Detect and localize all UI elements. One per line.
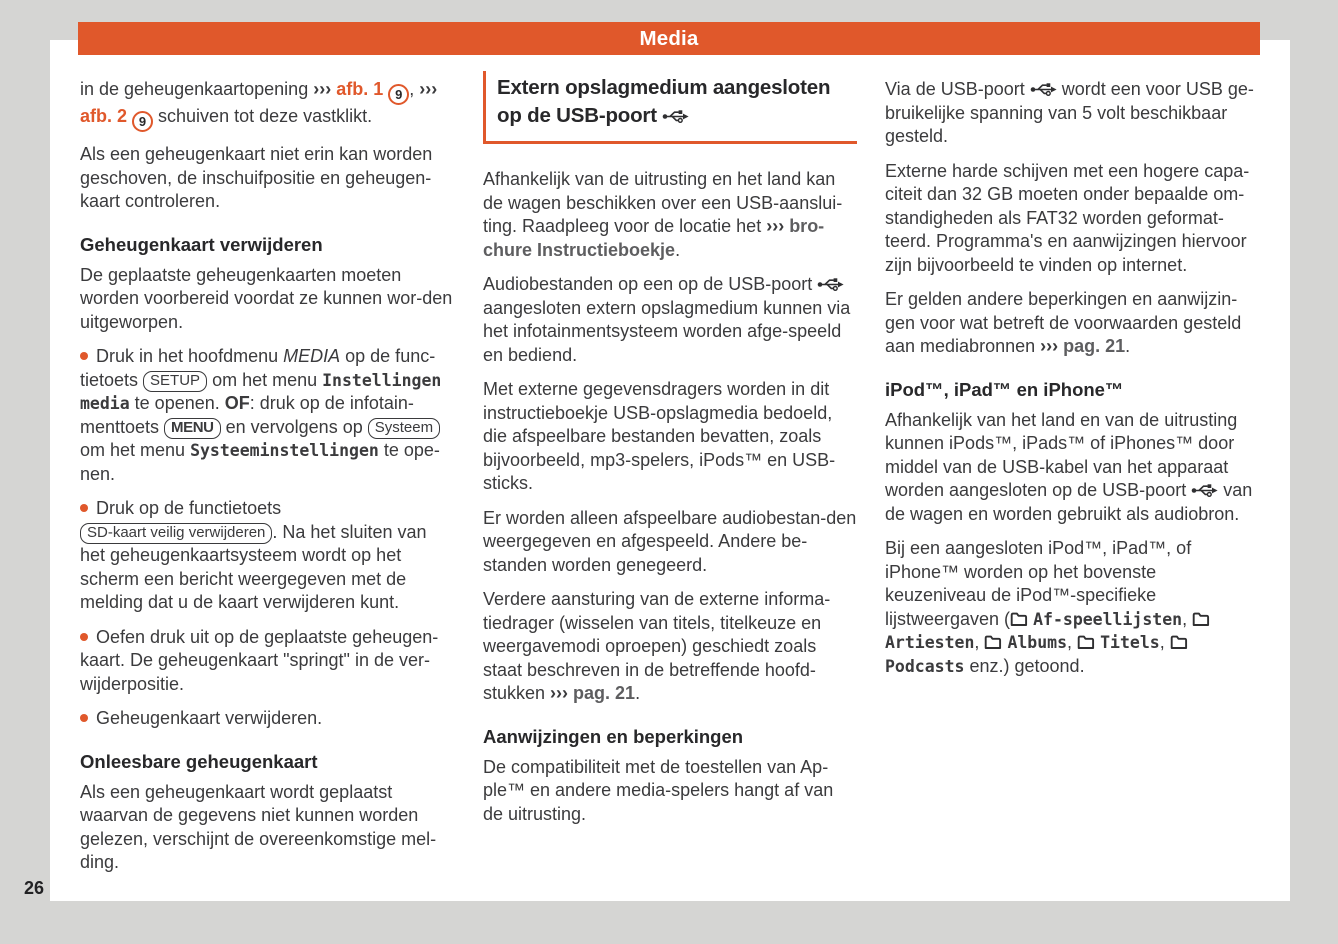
bullet-item	[80, 497, 454, 615]
text-run: . Na het sluiten van het geheugenkaartsysteem wordt op het scherm een bericht weergegeven met de melding dat u de kaart verwijderen kunt.	[80, 521, 427, 612]
paragraph	[483, 168, 857, 262]
text-run: van de wagen en worden gebruikt als audiobron.	[885, 480, 1253, 524]
text-run: Afhankelijk van het land en van de uitrusting kunnen iPods™, iPads™ of iPhones™ door middel van de USB-kabel van het apparaat worden aangesloten op de USB-poort	[885, 409, 1238, 500]
folder-icon	[1010, 612, 1028, 627]
text-run: schuiven tot deze vastklikt.	[153, 106, 373, 126]
text-run: Audiobestanden op een op de USB-poort	[483, 274, 818, 294]
text-run: Met externe gegevensdragers worden in dit instructieboekje USB-opslagmedia bedoeld, die afspeelbare bestanden bevatten, zoals bijvoorbeeld, mp3-spelers, iPods™ en USB-sticks.	[483, 379, 836, 493]
paragraph	[885, 288, 1259, 359]
figure-reference: afb. 1	[336, 79, 384, 99]
text-run: Instellingen media	[80, 370, 442, 413]
text-run: Er worden alleen afspeelbare audiobestan-den weergegeven en afgespeeld. Andere be-standen worden genegeerd.	[483, 507, 857, 575]
text-run: in de geheugenkaartopening	[80, 79, 314, 99]
text-run: ,	[1182, 608, 1193, 629]
text-run: te openen.	[129, 393, 225, 413]
paragraph	[80, 78, 454, 132]
usb-icon	[817, 277, 844, 292]
column-middle	[483, 71, 857, 837]
text-run: te ope-nen.	[80, 440, 440, 484]
subheading: Aanwijzingen en beperkingen	[483, 725, 744, 747]
text-run: enz.) getoond.	[964, 655, 1085, 676]
paragraph	[80, 264, 454, 335]
chapter-title: Media	[639, 26, 699, 50]
section-heading	[483, 71, 857, 144]
text-run: Er gelden andere beperkingen en aanwijzin-gen voor wat betreft de voorwaarden gesteld aan mediabronnen	[885, 289, 1242, 356]
subheading: iPod™, iPad™ en iPhone™	[885, 378, 1124, 400]
text-run: Druk in het hoofdmenu	[96, 346, 284, 366]
text-run: : druk op de infotain-menttoets	[80, 393, 414, 437]
paragraph	[483, 507, 857, 578]
text-run: op de func-tietoets	[80, 346, 436, 390]
folder-icon	[1170, 635, 1188, 650]
text-run: Verdere aansturing van de externe informa-tiedrager (wisselen van titels, titelkeuze en weergavemodi oproepen) geschiedt zoals staat beschreven in de betreffende hoofd-stukken	[483, 589, 831, 703]
text-run: ›››	[766, 216, 790, 236]
text-run: ›››	[313, 79, 337, 99]
text-run: aangesloten extern opslagmedium kunnen via het infotainmentsysteem worden afge-speeld en bediend.	[483, 297, 851, 365]
text-run: Systeeminstellingen	[190, 441, 379, 460]
folder-icon	[984, 635, 1002, 650]
paragraph	[885, 160, 1259, 278]
section-title	[497, 74, 857, 130]
text-run: Artiesten	[885, 633, 975, 652]
circled-figure-number: 9	[132, 111, 153, 132]
bullet-icon	[80, 504, 88, 512]
bullet-icon	[80, 714, 88, 722]
column-left	[80, 78, 454, 886]
bullet-item	[80, 707, 454, 731]
paragraph	[483, 588, 857, 706]
circled-figure-number: 9	[388, 84, 409, 105]
text-run: ,	[1159, 632, 1170, 652]
text-run: ,	[409, 79, 420, 99]
paragraph	[80, 781, 454, 875]
page-number: 26	[24, 878, 45, 898]
text-run: Externe harde schijven met een hogere capa-citeit dan 32 GB moeten onder bepaalde om-standigheden als FAT32 worden geformat-teerd. Programma's en aanwijzingen hiervoor zijn bijvoorbeeld te vinden op internet.	[885, 160, 1250, 275]
text-run: om het menu	[207, 369, 323, 390]
bullet-item	[80, 626, 454, 697]
function-key: SETUP	[143, 371, 207, 392]
text-run: Oefen druk uit op de geplaatste geheugen-kaart. De geheugenkaart "springt" in de ver-wijderpositie.	[80, 626, 439, 694]
text-run: Titels	[1100, 633, 1160, 652]
text-run: De geplaatste geheugenkaarten moeten worden voorbereid voordat ze kunnen wor-den uitgeworpen.	[80, 264, 453, 332]
text-run: MEDIA	[283, 346, 341, 366]
page	[50, 40, 1290, 901]
usb-icon	[1030, 82, 1057, 97]
function-key: MENU	[164, 418, 221, 439]
text-run: ›››	[1040, 336, 1064, 356]
subheading: Onleesbare geheugenkaart	[80, 750, 318, 772]
text-run: ›››	[550, 683, 574, 703]
column-right	[885, 78, 1259, 689]
text-run: ,	[974, 632, 985, 652]
subheading: Geheugenkaart verwijderen	[80, 233, 323, 255]
paragraph	[483, 378, 857, 496]
paragraph	[483, 273, 857, 367]
page-reference: bro-chure Instructieboekje	[483, 216, 825, 260]
text-run: .	[675, 239, 681, 260]
bullet-item	[80, 345, 454, 486]
paragraph	[80, 143, 454, 214]
usb-icon	[1191, 483, 1218, 498]
text-run: Druk op de functietoets	[96, 498, 282, 518]
function-key: SD-kaart veilig verwijderen	[80, 523, 272, 544]
text-run: .	[635, 683, 641, 703]
text-run: Als een geheugenkaart wordt geplaatst waarvan de gegevens niet kunnen worden gelezen, verschijnt de overeenkomstige mel-ding.	[80, 781, 437, 872]
text-run: Extern opslagmedium aangesloten op de USB-poort	[497, 76, 831, 127]
text-run: Geheugenkaart verwijderen.	[96, 708, 323, 728]
text-run: Albums	[1007, 633, 1068, 652]
paragraph	[483, 756, 857, 827]
paragraph	[885, 409, 1259, 527]
text-run: ,	[1067, 632, 1078, 652]
bullet-icon	[80, 352, 88, 360]
function-key: Systeem	[368, 418, 440, 439]
text-run: Bij een aangesloten iPod™, iPad™, of iPhone™ worden op het bovenste keuzeniveau de iPod™-specifieke lijstweergaven (	[885, 538, 1192, 629]
paragraph	[885, 537, 1259, 678]
folder-icon	[1077, 635, 1095, 650]
text-run: Als een geheugenkaart niet erin kan worden geschoven, de inschuifpositie en geheugen-kaart controleren.	[80, 144, 433, 211]
folder-icon	[1192, 612, 1210, 627]
text-run: Af-speellijsten	[1033, 609, 1183, 629]
chapter-header	[78, 22, 1260, 55]
text-run: wordt een voor USB ge-bruikelijke spanning van 5 volt beschikbaar gesteld.	[885, 79, 1254, 146]
text-run: .	[1125, 336, 1131, 356]
text-run: Podcasts	[885, 656, 965, 676]
page-reference: pag. 21	[1063, 336, 1126, 356]
paragraph	[885, 78, 1259, 149]
page-reference: pag. 21	[573, 683, 636, 703]
text-run: Afhankelijk van de uitrusting en het land kan de wagen beschikken over een USB-aanslui-ting. Raadpleeg voor de locatie het	[483, 169, 843, 236]
bullet-icon	[80, 633, 88, 641]
usb-icon	[662, 109, 689, 124]
text-run: ›››	[419, 79, 438, 99]
text-run: OF	[224, 393, 250, 413]
text-run: om het menu	[80, 440, 191, 460]
figure-reference: afb. 2	[80, 106, 128, 126]
text-run: en vervolgens op	[220, 416, 368, 437]
text-run: De compatibiliteit met de toestellen van Ap-ple™ en andere media-spelers hangt af van de uitrusting.	[483, 756, 834, 824]
text-run: Via de USB-poort	[885, 79, 1030, 99]
